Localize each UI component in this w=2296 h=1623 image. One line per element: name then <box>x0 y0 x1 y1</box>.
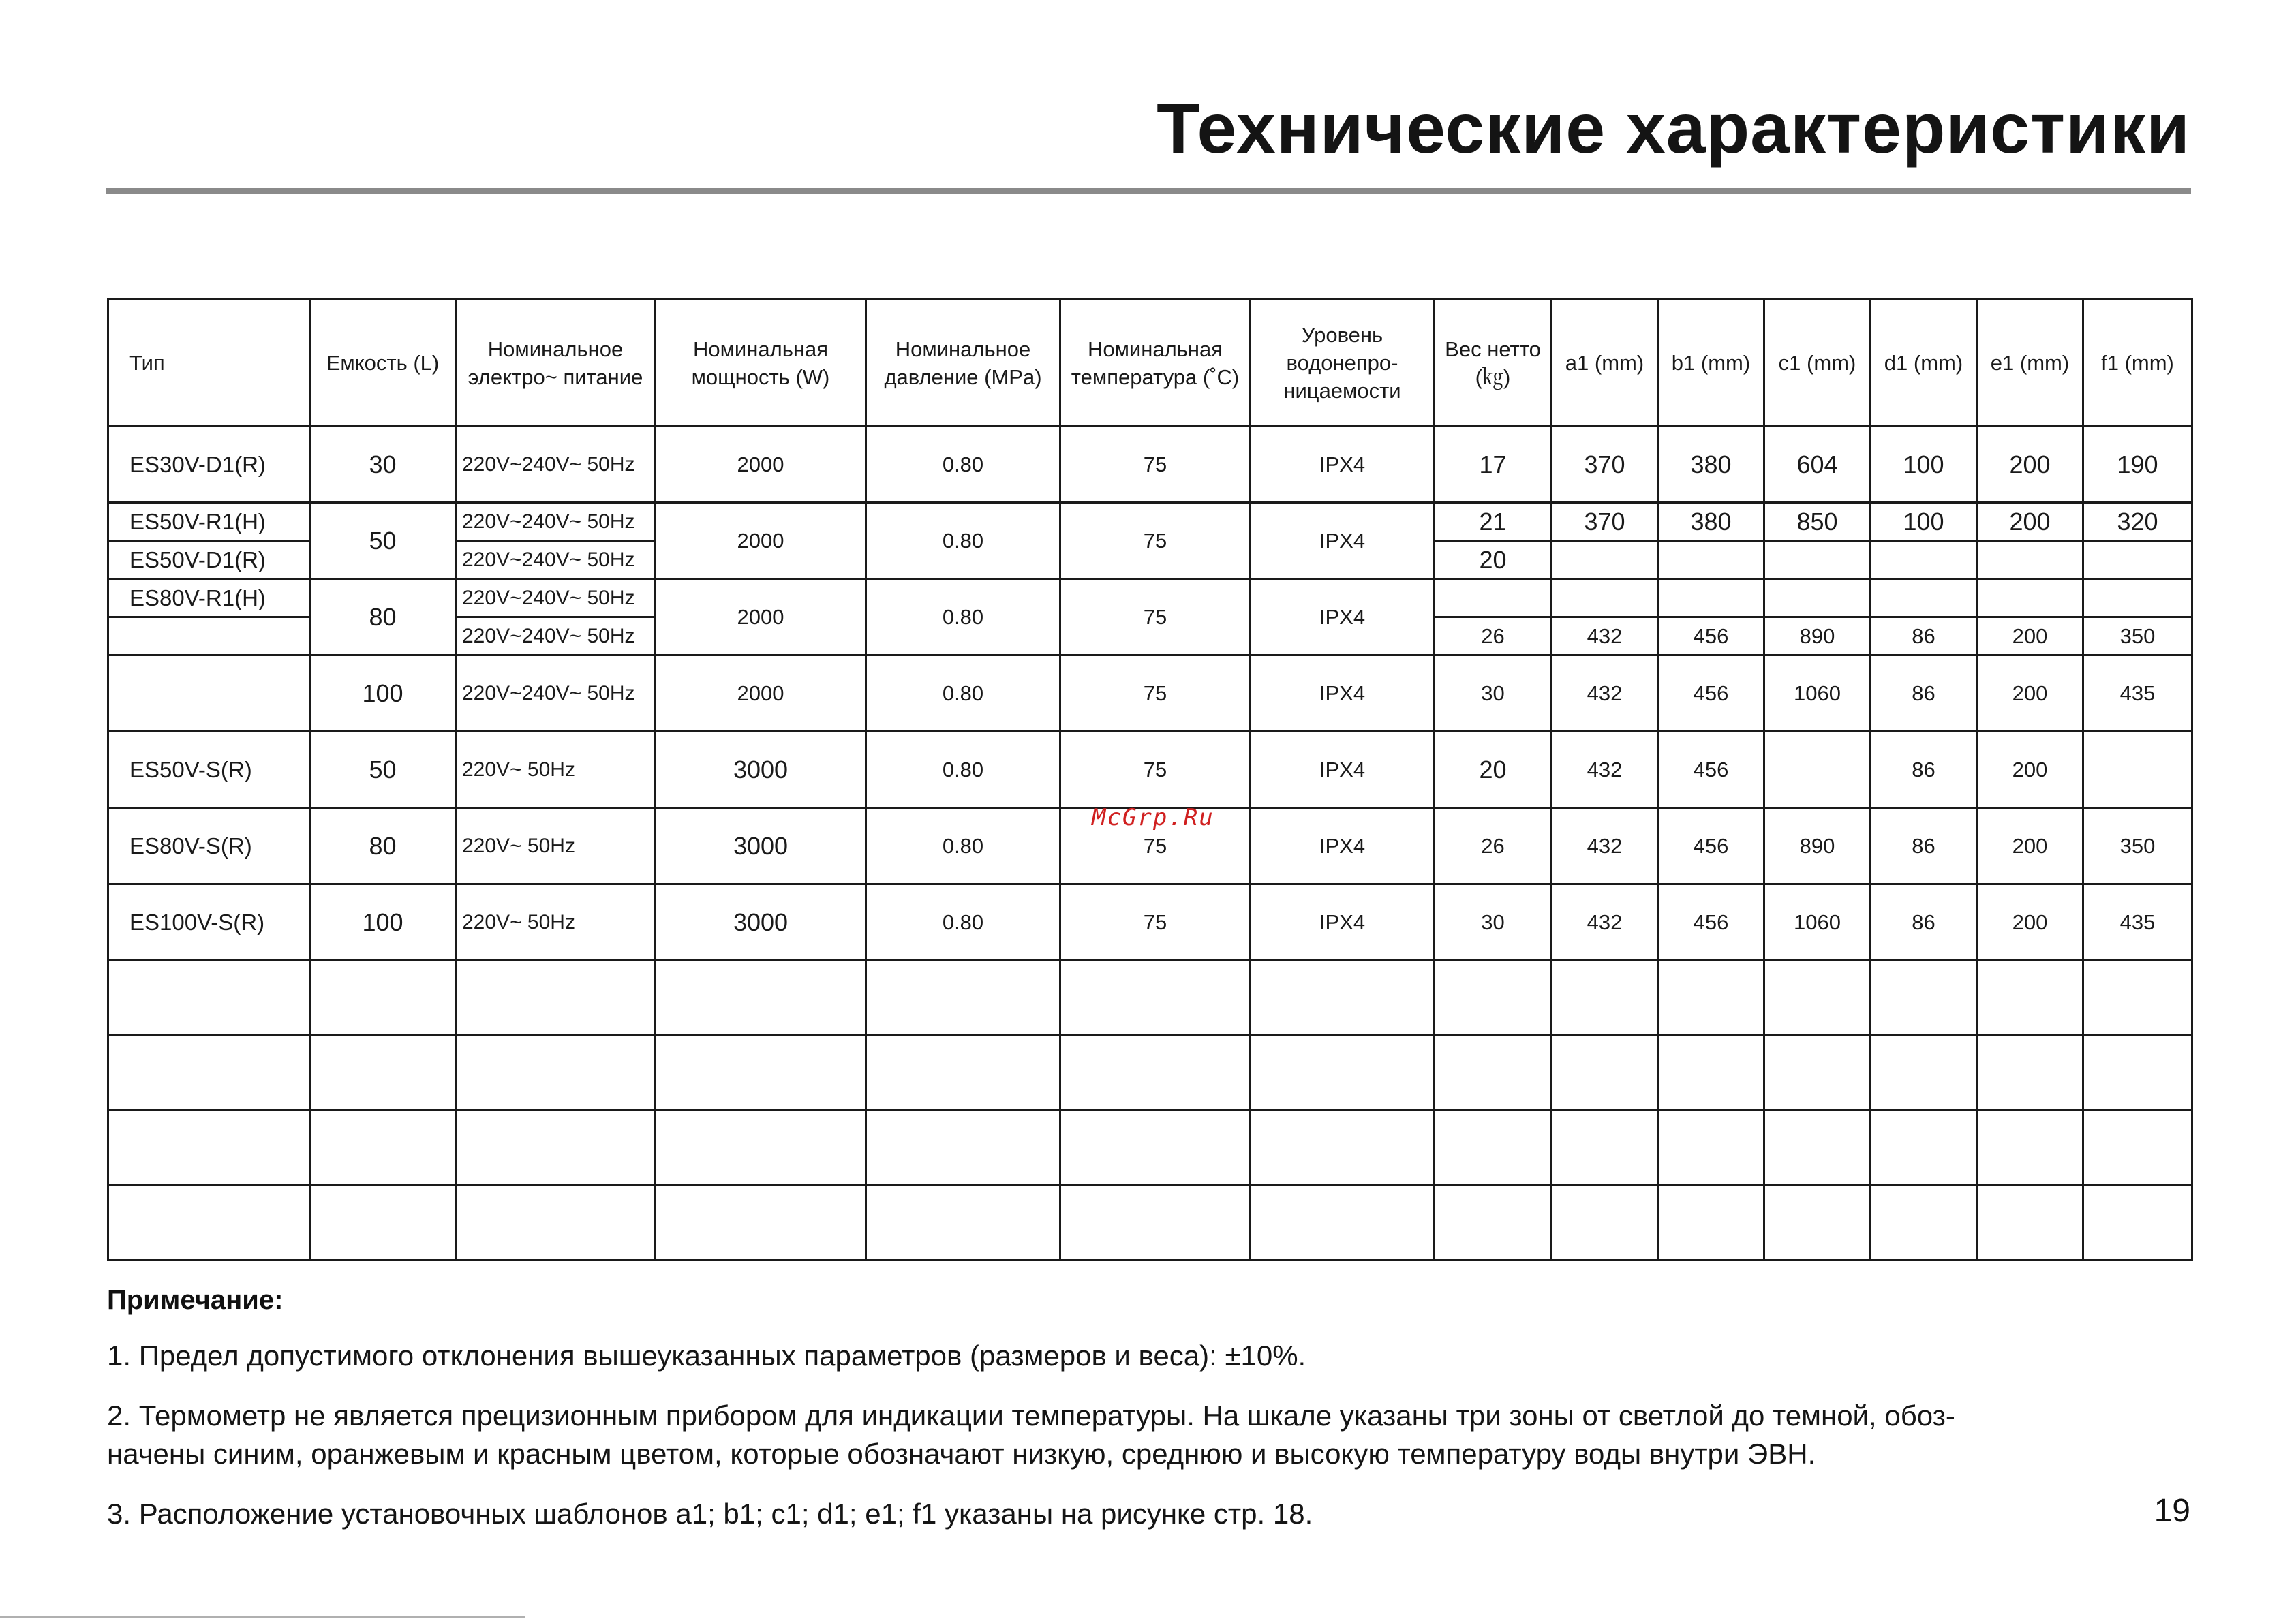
cell-d1: 100 <box>1871 427 1977 503</box>
cell-supply: 220V~240V~ 50Hz <box>456 427 656 503</box>
cell-f1 <box>2083 541 2192 579</box>
cell-c1: 604 <box>1764 427 1871 503</box>
cell-ip-rating: IPX4 <box>1251 884 1435 961</box>
header-power: Номинальная мощность (W) <box>656 300 866 427</box>
cell-c1: 890 <box>1764 617 1871 655</box>
cell-a1: 432 <box>1552 732 1658 808</box>
table-header-row <box>108 300 2192 427</box>
page-title: Технические характеристики <box>1157 89 2190 168</box>
cell-supply: 220V~ 50Hz <box>456 732 656 808</box>
cell-e1 <box>1977 579 2083 617</box>
cell-a1: 432 <box>1552 655 1658 732</box>
cell-b1 <box>1658 541 1764 579</box>
cell-b1: 456 <box>1658 617 1764 655</box>
cell-capacity: 80 <box>310 808 456 884</box>
header-temperature: Номинальная температура (˚C) <box>1060 300 1251 427</box>
header-a1: a1 (mm) <box>1552 300 1658 427</box>
cell-b1: 456 <box>1658 655 1764 732</box>
cell-capacity: 50 <box>310 732 456 808</box>
page-number: 19 <box>2154 1493 2190 1529</box>
header-e1: e1 (mm) <box>1977 300 2083 427</box>
cell-b1: 456 <box>1658 808 1764 884</box>
cell-e1: 200 <box>1977 808 2083 884</box>
cell-a1 <box>1552 541 1658 579</box>
header-b1: b1 (mm) <box>1658 300 1764 427</box>
cell-f1 <box>2083 579 2192 617</box>
cell-c1: 850 <box>1764 503 1871 541</box>
table-row <box>108 884 2192 961</box>
cell-capacity: 80 <box>310 579 456 655</box>
cell-f1: 320 <box>2083 503 2192 541</box>
cell-pressure: 0.80 <box>866 503 1060 579</box>
title-divider <box>106 188 2191 194</box>
cell-weight: 30 <box>1435 884 1552 961</box>
cell-ip-rating: IPX4 <box>1251 655 1435 732</box>
cell-ip-rating: IPX4 <box>1251 427 1435 503</box>
cell-supply: 220V~ 50Hz <box>456 884 656 961</box>
cell-d1: 100 <box>1871 503 1977 541</box>
cell-type <box>108 617 310 655</box>
table-row-empty <box>108 961 2192 1036</box>
cell-d1: 86 <box>1871 808 1977 884</box>
cell-supply: 220V~240V~ 50Hz <box>456 617 656 655</box>
cell-power: 3000 <box>656 808 866 884</box>
cell-ip-rating: IPX4 <box>1251 503 1435 579</box>
cell-weight: 20 <box>1435 541 1552 579</box>
cell-f1: 190 <box>2083 427 2192 503</box>
cell-supply: 220V~ 50Hz <box>456 808 656 884</box>
header-c1: c1 (mm) <box>1764 300 1871 427</box>
table-row <box>108 655 2192 732</box>
header-type: Тип <box>108 300 310 427</box>
cell-type <box>108 655 310 732</box>
cell-f1 <box>2083 732 2192 808</box>
note-3: 3. Расположение установочных шаблонов a1; b1; c1; d1; e1; f1 указаны на рисунке стр. 18. <box>107 1498 1313 1530</box>
cell-b1 <box>1658 579 1764 617</box>
cell-weight: 26 <box>1435 808 1552 884</box>
cell-type: ES80V-R1(H) <box>108 579 310 617</box>
cell-temperature: 75 <box>1060 808 1251 884</box>
cell-power: 2000 <box>656 579 866 655</box>
cell-weight: 17 <box>1435 427 1552 503</box>
cell-pressure: 0.80 <box>866 884 1060 961</box>
notes-heading: Примечание: <box>107 1285 284 1315</box>
cell-e1: 200 <box>1977 884 2083 961</box>
cell-supply: 220V~240V~ 50Hz <box>456 503 656 541</box>
note-2-line-2: начены синим, оранжевым и красным цветом, которые обозначают низкую, среднюю и высокую температуру воды внутри ЭВН. <box>107 1438 1816 1470</box>
cell-temperature: 75 <box>1060 655 1251 732</box>
cell-b1: 380 <box>1658 503 1764 541</box>
cell-c1 <box>1764 579 1871 617</box>
header-pressure: Номинальное давление (MPa) <box>866 300 1060 427</box>
cell-weight: 30 <box>1435 655 1552 732</box>
cell-d1: 86 <box>1871 732 1977 808</box>
cell-d1: 86 <box>1871 655 1977 732</box>
cell-d1 <box>1871 541 1977 579</box>
cell-capacity: 30 <box>310 427 456 503</box>
cell-supply: 220V~240V~ 50Hz <box>456 579 656 617</box>
cell-e1: 200 <box>1977 655 2083 732</box>
spec-table <box>107 298 2193 1261</box>
header-d1: d1 (mm) <box>1871 300 1977 427</box>
note-1: 1. Предел допустимого отклонения вышеуказанных параметров (размеров и веса): ±10%. <box>107 1340 1306 1372</box>
cell-c1: 1060 <box>1764 655 1871 732</box>
cell-power: 2000 <box>656 655 866 732</box>
cell-power: 2000 <box>656 503 866 579</box>
footer-divider <box>0 1616 525 1618</box>
cell-temperature: 75 <box>1060 503 1251 579</box>
cell-capacity: 100 <box>310 655 456 732</box>
header-ip-rating: Уровень водонепро-ницаемости <box>1251 300 1435 427</box>
cell-a1: 370 <box>1552 503 1658 541</box>
cell-e1: 200 <box>1977 732 2083 808</box>
cell-e1 <box>1977 541 2083 579</box>
cell-temperature: 75 <box>1060 732 1251 808</box>
cell-capacity: 100 <box>310 884 456 961</box>
cell-c1 <box>1764 732 1871 808</box>
table-row <box>108 427 2192 503</box>
cell-weight: 21 <box>1435 503 1552 541</box>
cell-pressure: 0.80 <box>866 427 1060 503</box>
cell-d1: 86 <box>1871 617 1977 655</box>
cell-pressure: 0.80 <box>866 808 1060 884</box>
table-row-empty <box>108 1111 2192 1186</box>
cell-a1: 432 <box>1552 884 1658 961</box>
header-f1: f1 (mm) <box>2083 300 2192 427</box>
cell-type: ES30V-D1(R) <box>108 427 310 503</box>
cell-f1: 435 <box>2083 884 2192 961</box>
cell-b1: 456 <box>1658 884 1764 961</box>
cell-temperature: 75 <box>1060 579 1251 655</box>
cell-f1: 350 <box>2083 808 2192 884</box>
cell-temperature: 75 <box>1060 427 1251 503</box>
header-power-supply: Номинальное электро~ питание <box>456 300 656 427</box>
cell-e1: 200 <box>1977 617 2083 655</box>
cell-ip-rating: IPX4 <box>1251 732 1435 808</box>
note-2-line-1: 2. Термометр не является прецизионным прибором для индикации температуры. На шкале указаны три зоны от светлой до темной, обоз- <box>107 1400 1955 1432</box>
cell-pressure: 0.80 <box>866 732 1060 808</box>
cell-d1: 86 <box>1871 884 1977 961</box>
header-weight: Вес нетто (㎏) <box>1435 300 1552 427</box>
cell-supply: 220V~240V~ 50Hz <box>456 655 656 732</box>
cell-pressure: 0.80 <box>866 655 1060 732</box>
cell-e1: 200 <box>1977 503 2083 541</box>
cell-a1 <box>1552 579 1658 617</box>
cell-power: 3000 <box>656 884 866 961</box>
table-row-empty <box>108 1186 2192 1261</box>
cell-supply: 220V~240V~ 50Hz <box>456 541 656 579</box>
cell-a1: 432 <box>1552 617 1658 655</box>
table-row <box>108 503 2192 541</box>
cell-power: 2000 <box>656 427 866 503</box>
cell-ip-rating: IPX4 <box>1251 808 1435 884</box>
cell-d1 <box>1871 579 1977 617</box>
cell-c1 <box>1764 541 1871 579</box>
table-row <box>108 579 2192 617</box>
cell-b1: 456 <box>1658 732 1764 808</box>
cell-type: ES50V-S(R) <box>108 732 310 808</box>
header-capacity: Емкость (L) <box>310 300 456 427</box>
cell-power: 3000 <box>656 732 866 808</box>
cell-pressure: 0.80 <box>866 579 1060 655</box>
cell-type: ES100V-S(R) <box>108 884 310 961</box>
cell-capacity: 50 <box>310 503 456 579</box>
cell-type: ES80V-S(R) <box>108 808 310 884</box>
cell-f1: 435 <box>2083 655 2192 732</box>
cell-a1: 432 <box>1552 808 1658 884</box>
table-row <box>108 732 2192 808</box>
cell-c1: 890 <box>1764 808 1871 884</box>
watermark: McGrp.Ru <box>1092 804 1214 831</box>
cell-weight <box>1435 579 1552 617</box>
table-row-empty <box>108 1036 2192 1111</box>
cell-f1: 350 <box>2083 617 2192 655</box>
cell-c1: 1060 <box>1764 884 1871 961</box>
cell-weight: 20 <box>1435 732 1552 808</box>
cell-type: ES50V-R1(H) <box>108 503 310 541</box>
cell-b1: 380 <box>1658 427 1764 503</box>
cell-ip-rating: IPX4 <box>1251 579 1435 655</box>
cell-e1: 200 <box>1977 427 2083 503</box>
cell-type: ES50V-D1(R) <box>108 541 310 579</box>
cell-temperature: 75 <box>1060 884 1251 961</box>
cell-weight: 26 <box>1435 617 1552 655</box>
cell-a1: 370 <box>1552 427 1658 503</box>
